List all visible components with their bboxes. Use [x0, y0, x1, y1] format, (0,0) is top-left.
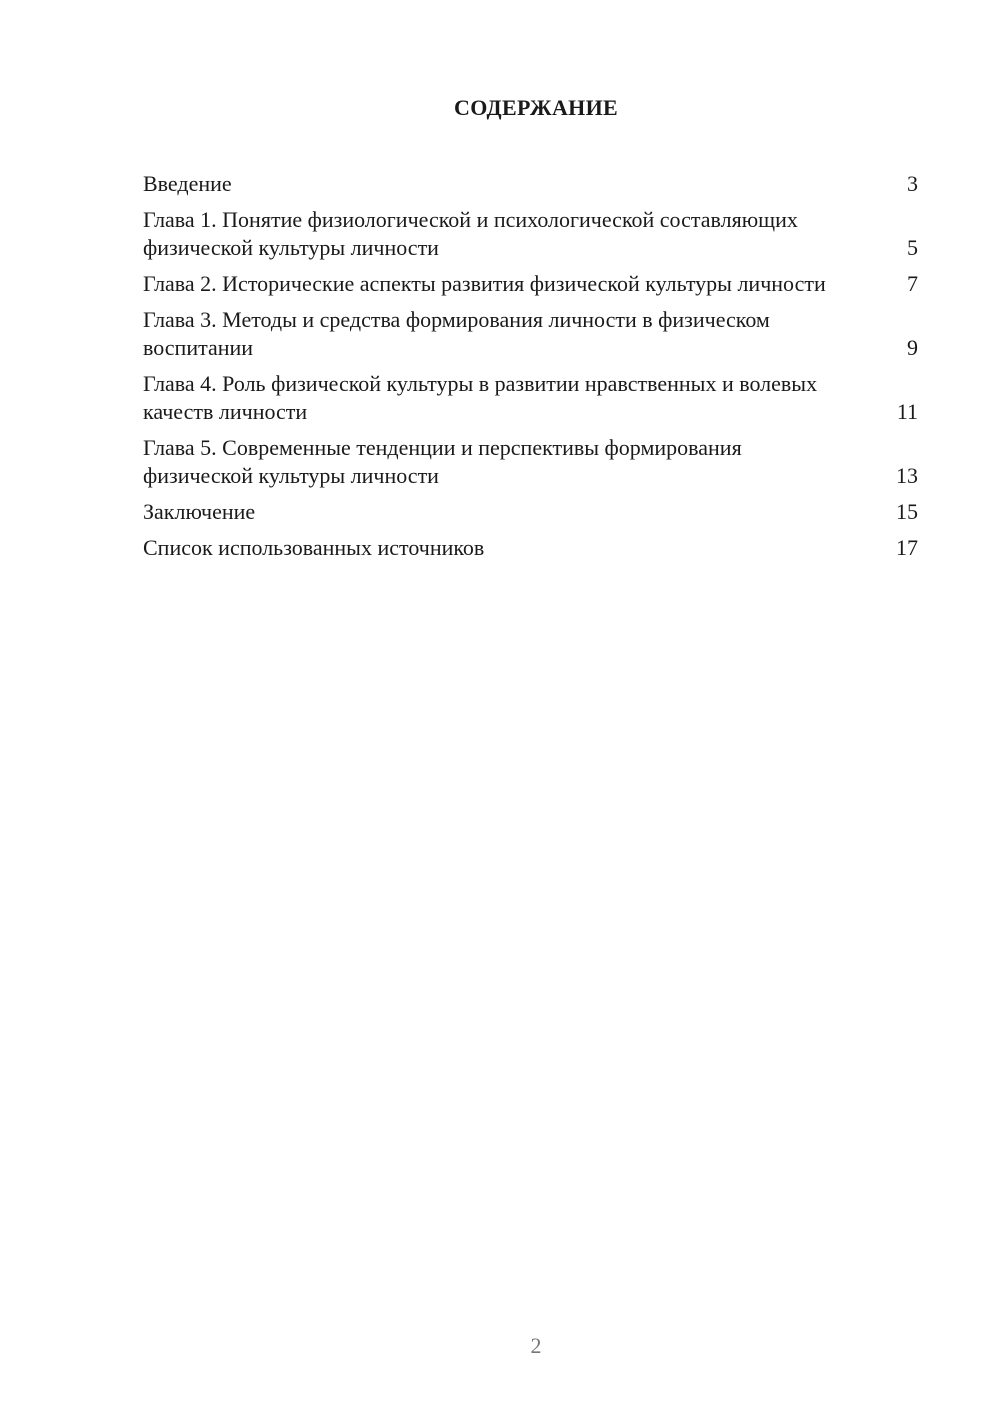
- table-of-contents: [143, 170, 918, 570]
- toc-entry-page: 3: [907, 171, 918, 196]
- toc-entry-page: 7: [907, 271, 918, 296]
- toc-entry-conclusion[interactable]: [143, 498, 918, 526]
- toc-entry-chapter-5[interactable]: [143, 434, 918, 490]
- toc-entry-label: Глава 4. Роль физической культуры в развитии нравственных и волевых качеств личности: [143, 371, 818, 424]
- toc-entry-page: 17: [896, 535, 918, 560]
- toc-entry-page: 11: [896, 399, 918, 424]
- toc-entry-label: Глава 3. Методы и средства формирования личности в физическом воспитании: [143, 307, 770, 360]
- toc-entry-label: Глава 1. Понятие физиологической и психологической составляющих физической культуры личности: [143, 207, 798, 260]
- toc-entry-label: Список использованных источников: [143, 535, 485, 560]
- toc-entry-chapter-4[interactable]: [143, 370, 918, 426]
- toc-entry-chapter-1[interactable]: [143, 206, 918, 262]
- toc-entry-label: Заключение: [143, 499, 256, 524]
- toc-entry-label: Введение: [143, 171, 232, 196]
- toc-title: СОДЕРЖАНИЕ: [454, 95, 618, 120]
- toc-entry-page: 13: [896, 463, 918, 488]
- toc-entry-chapter-3[interactable]: [143, 306, 918, 362]
- toc-entry-label: Глава 2. Исторические аспекты развития физической культуры личности: [143, 271, 826, 296]
- toc-entry-label: Глава 5. Современные тенденции и перспективы формирования физической культуры личности: [143, 435, 742, 488]
- toc-entry-page: 9: [907, 335, 918, 360]
- page-number: 2: [530, 1333, 542, 1358]
- toc-entry-chapter-2[interactable]: [143, 270, 918, 298]
- toc-entry-page: 5: [907, 235, 918, 260]
- toc-entry-introduction[interactable]: [143, 170, 918, 198]
- toc-entry-references[interactable]: [143, 534, 918, 562]
- toc-entry-page: 15: [896, 499, 918, 524]
